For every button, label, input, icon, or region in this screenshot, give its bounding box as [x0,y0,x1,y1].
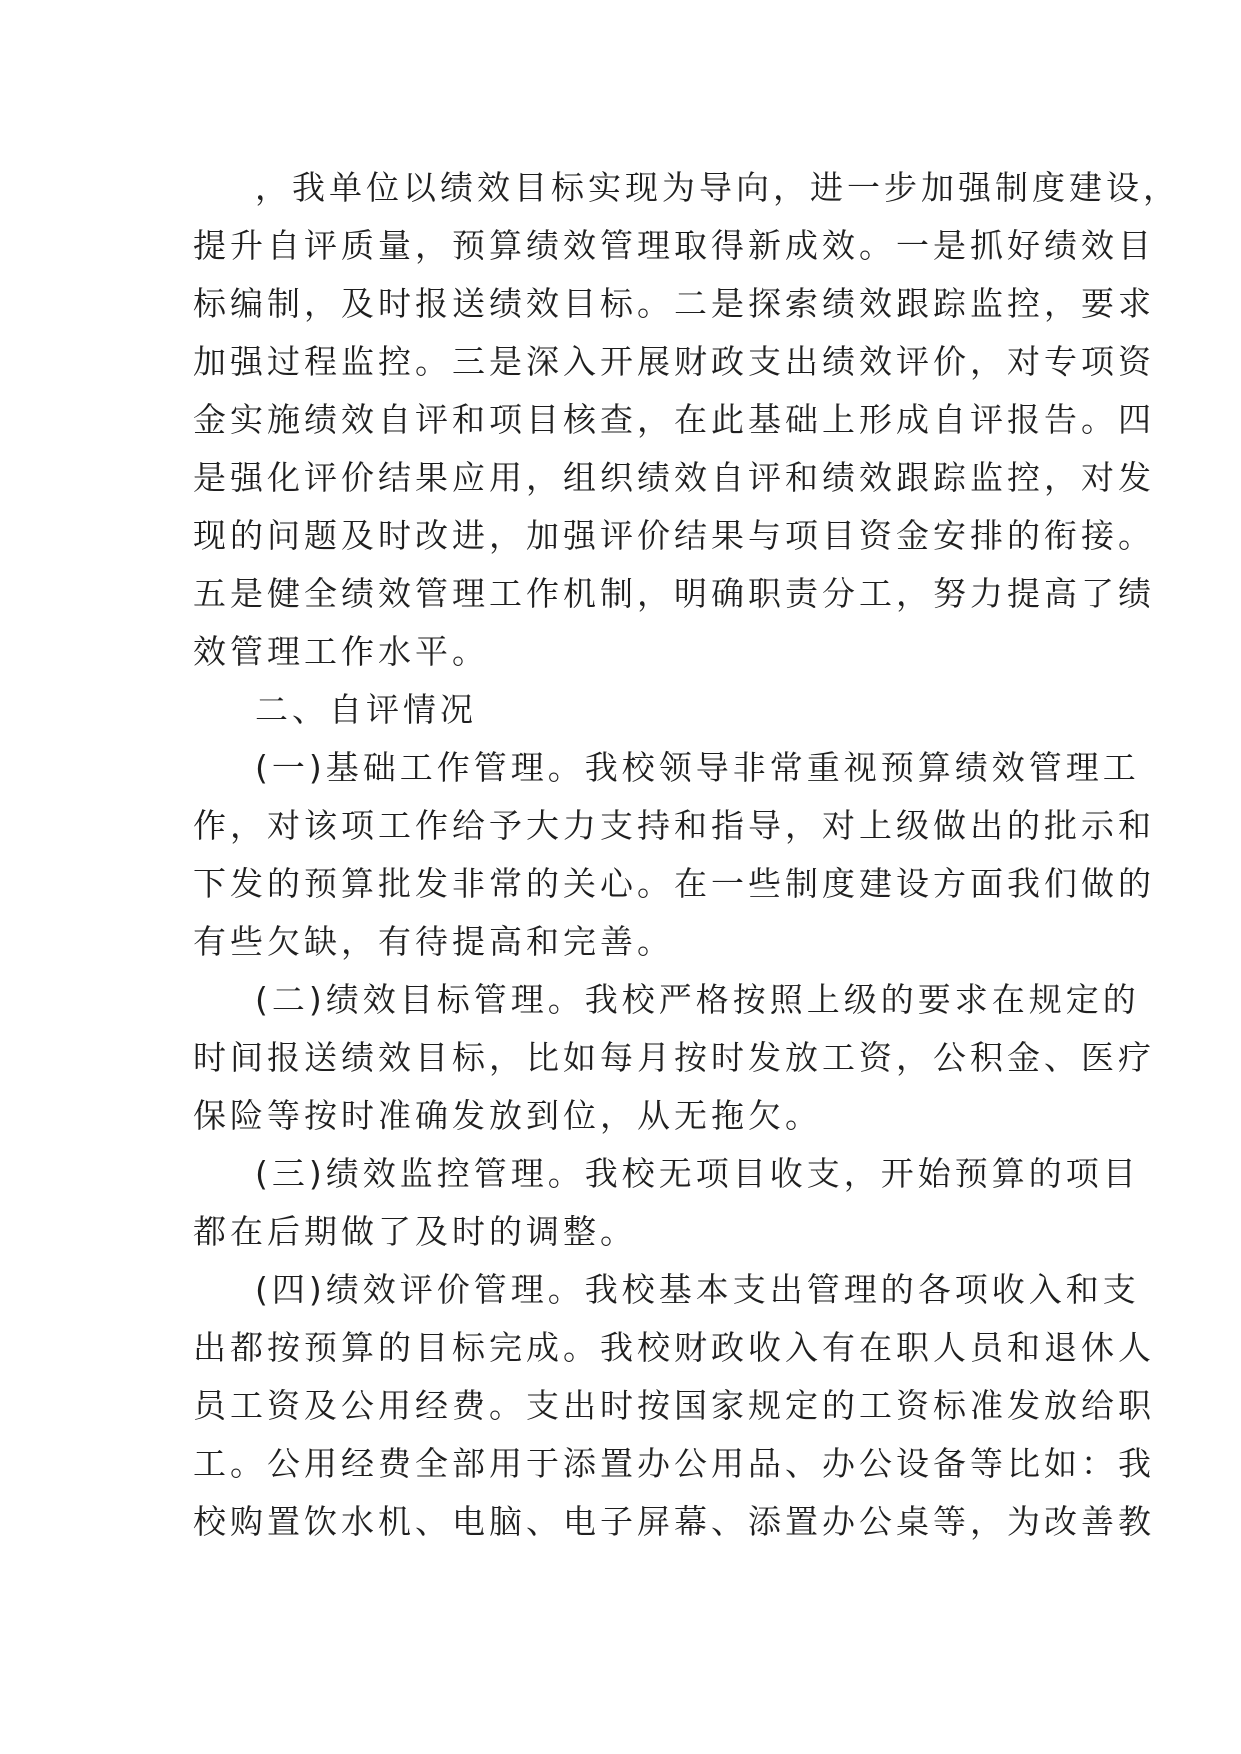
text-line: (二)绩效目标管理。我校严格按照上级的要求在规定的 [255,980,1140,1019]
text-line: 效管理工作水平。 [193,632,489,671]
text-line: 校购置饮水机、电脑、电子屏幕、添置办公桌等，为改善教 [193,1502,1155,1541]
text-line: (三)绩效监控管理。我校无项目收支，开始预算的项目 [255,1154,1140,1193]
text-line: 提升自评质量，预算绩效管理取得新成效。一是抓好绩效目 [193,226,1155,265]
text-line: 员工资及公用经费。支出时按国家规定的工资标准发放给职 [193,1386,1155,1425]
text-line: (一)基础工作管理。我校领导非常重视预算绩效管理工 [255,748,1140,787]
text-line: 加强过程监控。三是深入开展财政支出绩效评价，对专项资 [193,342,1155,381]
section-heading: 二、自评情况 [255,690,477,729]
text-line: 现的问题及时改进，加强评价结果与项目资金安排的衔接。 [193,516,1155,555]
text-line: 有些欠缺，有待提高和完善。 [193,922,674,961]
text-line: 是强化评价结果应用，组织绩效自评和绩效跟踪监控，对发 [193,458,1155,497]
text-line: ，我单位以绩效目标实现为导向，进一步加强制度建设， [255,168,1180,207]
text-line: 标编制，及时报送绩效目标。二是探索绩效跟踪监控，要求 [193,284,1155,323]
text-line: 五是健全绩效管理工作机制，明确职责分工，努力提高了绩 [193,574,1155,613]
text-line: 下发的预算批发非常的关心。在一些制度建设方面我们做的 [193,864,1155,903]
text-line: 作，对该项工作给予大力支持和指导，对上级做出的批示和 [193,806,1155,845]
text-line: (四)绩效评价管理。我校基本支出管理的各项收入和支 [255,1270,1140,1309]
text-line: 保险等按时准确发放到位，从无拖欠。 [193,1096,822,1135]
text-line: 金实施绩效自评和项目核查，在此基础上形成自评报告。四 [193,400,1155,439]
text-line: 都在后期做了及时的调整。 [193,1212,637,1251]
text-line: 工。公用经费全部用于添置办公用品、办公设备等比如：我 [193,1444,1155,1483]
text-line: 时间报送绩效目标，比如每月按时发放工资，公积金、医疗 [193,1038,1155,1077]
text-line: 出都按预算的目标完成。我校财政收入有在职人员和退休人 [193,1328,1155,1367]
